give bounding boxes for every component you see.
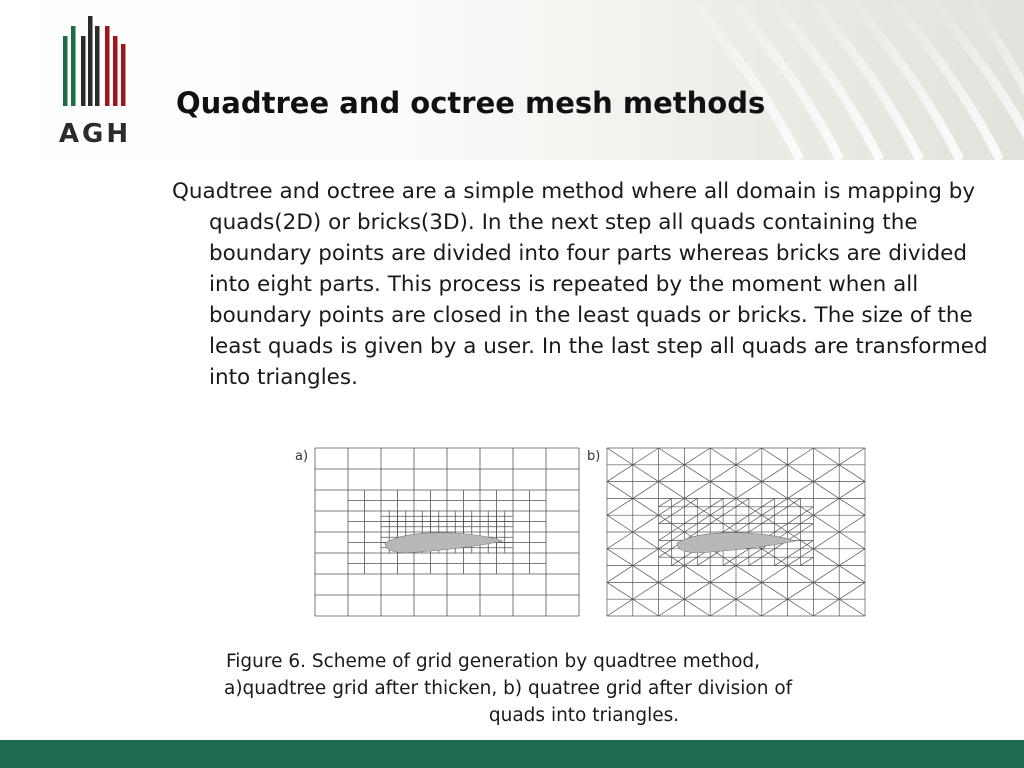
header-decoration — [0, 0, 1024, 160]
mesh-line — [762, 582, 788, 599]
agh-logo — [55, 14, 135, 149]
mesh-line — [684, 448, 710, 465]
mesh-line — [736, 482, 762, 499]
mesh-line — [788, 448, 814, 465]
mesh-line — [762, 599, 788, 616]
mesh-line — [788, 566, 814, 583]
mesh-line — [813, 549, 839, 566]
mesh-line — [710, 465, 736, 482]
mesh-line — [633, 482, 659, 499]
mesh-line — [659, 599, 685, 616]
mesh-line — [839, 448, 865, 465]
mesh-line — [839, 498, 865, 515]
mesh-line — [839, 599, 865, 616]
mesh-line — [723, 507, 736, 515]
mesh-line — [813, 582, 839, 599]
logo-text: AGH — [58, 119, 132, 149]
mesh-line — [659, 465, 685, 482]
mesh-line — [607, 482, 633, 499]
mesh-line — [633, 448, 659, 465]
mesh-line — [659, 582, 685, 599]
mesh-line — [710, 448, 736, 465]
mesh-line — [736, 465, 762, 482]
caption-line-1: Figure 6. Scheme of grid generation by quadtree method, — [226, 651, 761, 672]
mesh-line — [684, 465, 710, 482]
mesh-line — [659, 448, 685, 465]
mesh-line — [788, 465, 814, 482]
mesh-line — [697, 524, 710, 532]
mesh-line — [788, 482, 814, 499]
mesh-line — [672, 507, 685, 515]
mesh-line — [839, 532, 865, 549]
mesh-line — [801, 557, 814, 565]
mesh-line — [736, 549, 749, 557]
mesh-line — [607, 465, 633, 482]
mesh-line — [839, 515, 865, 532]
mesh-line — [633, 582, 659, 599]
mesh-line — [762, 498, 775, 506]
mesh-line — [788, 599, 814, 616]
mesh-line — [736, 599, 762, 616]
mesh-line — [813, 482, 839, 499]
logo-bars-icon — [63, 16, 126, 106]
mesh-line — [710, 498, 723, 506]
mesh-line — [659, 498, 672, 506]
mesh-line — [839, 465, 865, 482]
slide-title: Quadtree and octree mesh methods — [176, 86, 766, 120]
mesh-line — [801, 524, 814, 532]
mesh-line — [633, 549, 659, 566]
figure-caption — [222, 648, 938, 729]
mesh-line — [762, 465, 788, 482]
mesh-line — [736, 515, 749, 523]
mesh-line — [710, 566, 736, 583]
mesh-line — [659, 566, 685, 583]
panel-a-label: a) — [295, 449, 309, 464]
mesh-line — [697, 557, 710, 565]
mesh-line — [813, 566, 839, 583]
mesh-line — [633, 532, 659, 549]
mesh-line — [607, 599, 633, 616]
mesh-line — [607, 582, 633, 599]
mesh-line — [710, 599, 736, 616]
mesh-line — [684, 482, 710, 499]
mesh-line — [813, 465, 839, 482]
mesh-line — [839, 549, 865, 566]
mesh-line — [607, 515, 633, 532]
mesh-line — [633, 515, 659, 532]
airfoil-shape — [385, 533, 503, 553]
mesh-line — [749, 557, 762, 565]
mesh-line — [736, 566, 762, 583]
mesh-line — [813, 599, 839, 616]
mesh-line — [633, 566, 659, 583]
mesh-line — [788, 582, 814, 599]
mesh-line — [684, 582, 710, 599]
footer-bar — [0, 740, 1024, 768]
mesh-line — [813, 515, 839, 532]
mesh-line — [839, 566, 865, 583]
mesh-line — [633, 599, 659, 616]
mesh-line — [762, 566, 788, 583]
mesh-line — [710, 482, 736, 499]
mesh-line — [607, 566, 633, 583]
mesh-line — [839, 582, 865, 599]
mesh-line — [607, 498, 633, 515]
mesh-line — [710, 582, 736, 599]
mesh-line — [607, 549, 633, 566]
mesh-line — [813, 448, 839, 465]
mesh-line — [762, 448, 788, 465]
mesh-line — [684, 515, 697, 523]
mesh-line — [839, 482, 865, 499]
header-band — [0, 0, 1024, 160]
mesh-line — [607, 448, 633, 465]
quadtree-grid-panel — [315, 448, 579, 616]
caption-line-3: quads into triangles. — [488, 705, 680, 726]
mesh-line — [736, 582, 762, 599]
mesh-line — [659, 482, 685, 499]
panel-b-label: b) — [587, 449, 601, 464]
caption-line-2: a)quadtree grid after thicken, b) quatree grid after division of — [224, 678, 793, 699]
mesh-line — [659, 532, 672, 540]
mesh-line — [788, 515, 801, 523]
mesh-line — [633, 465, 659, 482]
mesh-line — [684, 599, 710, 616]
mesh-line — [813, 532, 839, 549]
mesh-line — [749, 524, 762, 532]
body-paragraph: Quadtree and octree are a simple method where all domain is mapping by quads(2D) or bricks(3D). In the next step all quads containing the boundary points are divided into four parts whereas bricks are divided into eight parts. This process is repeated by the moment when all boundary points are closed in the least quads or bricks. The size of the least quads is given by a user. In the last step all quads are transformed into triangles. — [172, 179, 988, 390]
airfoil-shape — [677, 533, 795, 553]
mesh-line — [762, 482, 788, 499]
mesh-line — [775, 507, 788, 515]
mesh-line — [788, 549, 801, 557]
mesh-line — [633, 498, 659, 515]
triangulated-grid-panel — [607, 448, 865, 616]
quadtree-figure — [293, 440, 873, 618]
mesh-line — [607, 532, 633, 549]
mesh-line — [736, 448, 762, 465]
mesh-line — [684, 566, 710, 583]
mesh-line — [813, 498, 839, 515]
